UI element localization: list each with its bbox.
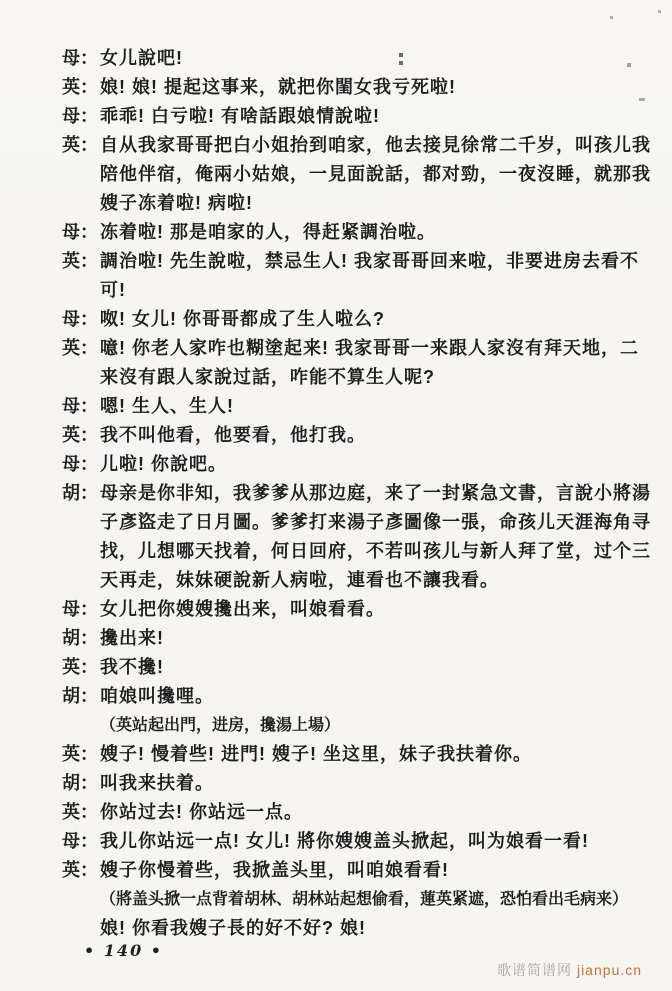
speaker-label: 英： [62,802,98,822]
speaker-label: 英： [62,860,98,880]
dialogue-line [62,624,648,653]
dialogue-line [62,769,648,798]
text-row: 嗯! 生人、生人! [100,396,234,416]
text-rows [100,885,648,914]
text-row: 我儿你站远一点! 女儿! 將你嫂嫂盖头掀起，叫为娘看一看! [100,831,589,851]
text-rows [100,624,648,653]
dialogue-line [62,653,648,682]
text-rows [100,479,651,595]
text-rows [100,131,651,218]
dialogue-line [62,73,648,102]
text-rows [100,798,648,827]
text-row: 陪他伴宿，俺兩小姑娘，一見面說話，都对勁，一夜沒睡，就那我 [100,164,651,184]
text-rows [100,305,648,334]
text-row: 来沒有跟人家說过話，咋能不算生人呢? [100,367,435,387]
text-rows [100,827,648,856]
text-rows [100,73,648,102]
text-rows [100,914,648,943]
text-row: 天再走，妹妹硬說新人病啦，連看也不讓我看。 [100,570,499,590]
speaker-label: 胡： [62,483,98,503]
script-text [62,44,651,943]
text-row: 母亲是你非知，我爹爹从那边庭，来了一封紧急文書，言說小將湯 [100,483,651,503]
text-rows [100,421,648,450]
text-rows [100,653,648,682]
dialogue-line [62,856,648,885]
text-row: 叫我来扶着。 [100,773,214,793]
dialogue-line [62,595,648,624]
dialogue-line [62,479,651,595]
dialogue-line [62,131,651,218]
text-row: 我不叫他看，他要看，他打我。 [100,425,366,445]
text-row: 呶! 女儿! 你哥哥都成了生人啦么? [100,309,385,329]
speaker-label: 胡： [62,686,98,706]
text-row: 我不攙! [100,657,164,677]
dialogue-line [62,305,648,334]
text-rows [100,450,648,479]
text-rows [100,247,648,305]
text-rows [100,682,648,711]
text-row: 自从我家哥哥把白小姐抬到咱家，他去接見徐常二千岁，叫孩儿我 [100,135,651,155]
scan-speck [639,98,645,101]
watermark-site-url: jianpu.cn [576,962,642,978]
text-row: 嫂子冻着啦! 病啦! [100,193,253,213]
dialogue-line [62,798,648,827]
speaker-label: 母： [62,222,98,242]
speaker-label: 英： [62,135,98,155]
text-row: 攙出来! [100,628,164,648]
text-row: （將盖头掀一点背着胡林、胡林站起想偷看，蓮英紧遮，恐怕看出毛病来） [100,891,629,908]
dialogue-line [62,334,648,392]
speaker-label: 母： [62,48,98,68]
speaker-label: 英： [62,77,98,97]
speaker-label: 英： [62,425,98,445]
text-row: 噫! 你老人家咋也糊塗起来! 我家哥哥一来跟人家沒有拜天地，二 [100,338,639,358]
text-rows [100,392,648,421]
text-row: 女儿說吧! [100,48,183,68]
dialogue-line [62,827,648,856]
text-row: 你站过去! 你站远一点。 [100,802,303,822]
dialogue-line [62,740,648,769]
stage-direction [62,711,648,740]
text-rows [100,711,648,740]
text-row: 嫂子你慢着些，我掀盖头里，叫咱娘看看! [100,860,449,880]
page-number: • 140 • [84,941,163,960]
text-row: 冻着啦! 那是咱家的人，得赶紧調治啦。 [100,222,436,242]
text-row: 子彥盜走了日月圖。爹爹打来湯子彥圖像一張，命孩儿天涯海角寻 [100,512,651,532]
speaker-label: 英： [62,657,98,677]
text-row: 嫂子! 慢着些! 进門! 嫂子! 坐这里，妹子我扶着你。 [100,744,532,764]
speaker-label: 胡： [62,628,98,648]
speaker-label: 母： [62,454,98,474]
watermark [497,960,642,980]
text-row: 娘! 你看我嫂子長的好不好? 娘! [100,918,366,938]
speaker-label: 英： [62,744,98,764]
speaker-label: 英： [62,338,98,358]
dialogue-line [62,102,648,131]
text-row: 儿啦! 你說吧。 [100,454,227,474]
text-rows [100,740,648,769]
stage-direction [62,885,648,914]
text-rows [100,856,648,885]
text-row: 找，儿想哪天找着，何日回府，不若叫孩儿与新人拜了堂，过个三 [100,541,651,561]
text-rows [100,334,648,392]
text-row: 女儿把你嫂嫂攙出来，叫娘看看。 [100,599,385,619]
scan-speck [399,53,403,57]
scan-speck [627,63,631,67]
speaker-label: 母： [62,396,98,416]
scan-speck [658,10,661,13]
text-row: 娘! 娘! 提起这事来，就把你閨女我亏死啦! [100,77,456,97]
scan-speck [610,16,613,19]
text-rows [100,218,648,247]
dialogue-line [62,450,648,479]
continuation-line [62,914,648,943]
dialogue-line [62,421,648,450]
speaker-label: 英： [62,251,98,271]
speaker-label: 母： [62,309,98,329]
speaker-label: 母： [62,599,98,619]
text-row: 調治啦! 先生說啦，禁忌生人! 我家哥哥回来啦，非要进房去看不 [100,251,639,271]
text-rows [100,769,648,798]
dialogue-line [62,218,648,247]
dialogue-line [62,247,648,305]
speaker-label: 母： [62,106,98,126]
speaker-label: 胡： [62,773,98,793]
dialogue-line [62,392,648,421]
text-rows [100,102,648,131]
dialogue-line [62,44,648,73]
text-rows [100,44,648,73]
text-row: 可! [100,280,126,300]
dialogue-line [62,682,648,711]
watermark-site-name: 歌谱简谱网 [497,962,573,978]
text-row: （英站起出門，进房，攙湯上場） [100,717,341,734]
text-row: 乖乖! 白亏啦! 有啥話跟娘情說啦! [100,106,380,126]
text-row: 咱娘叫攙哩。 [100,686,214,706]
speaker-label: 母： [62,831,98,851]
text-rows [100,595,648,624]
